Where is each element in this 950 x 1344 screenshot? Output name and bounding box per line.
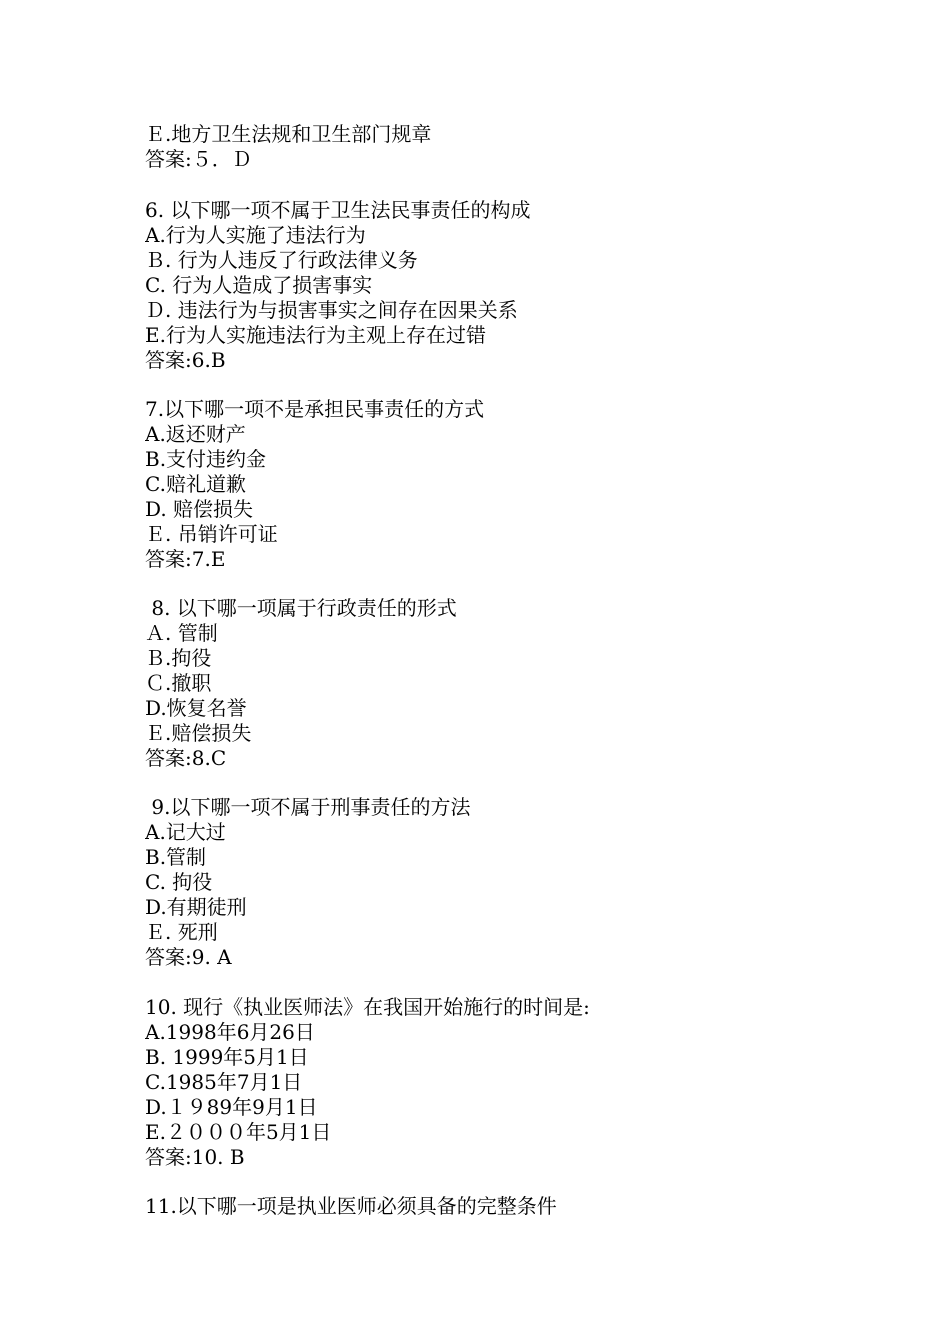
question-block — [145, 397, 905, 572]
text-line: Ｅ. 吊销许可证 — [145, 522, 278, 546]
text-line: 7.以下哪一项不是承担民事责任的方式 — [145, 397, 485, 421]
text-line: A.1998年6月26日 — [145, 1020, 315, 1044]
text-line: Ｅ. 死刑 — [145, 920, 218, 944]
question-block — [145, 596, 905, 771]
text-line: Ｅ.地方卫生法规和卫生部门规章 — [145, 122, 432, 146]
text-line: C. 拘役 — [145, 870, 213, 894]
question-block — [145, 795, 905, 970]
question-block — [145, 198, 905, 373]
text-line: 答案:10. B — [145, 1145, 245, 1169]
text-line: 8. 以下哪一项属于行政责任的形式 — [145, 596, 457, 620]
text-line: 答案:7.E — [145, 547, 226, 571]
text-line: E.２０００年5月1日 — [145, 1120, 332, 1144]
text-line: A.返还财产 — [145, 422, 246, 446]
text-line: B. 1999年5月1日 — [145, 1045, 309, 1069]
text-line: C.1985年7月1日 — [145, 1070, 303, 1094]
text-line: 答案:５．Ｄ — [145, 147, 252, 171]
text-line: B.支付违约金 — [145, 447, 267, 471]
text-line: Ｅ.赔偿损失 — [145, 721, 252, 745]
text-line: D. 赔偿损失 — [145, 497, 254, 521]
text-line: A.记大过 — [145, 820, 226, 844]
text-line: A.行为人实施了违法行为 — [145, 223, 366, 247]
text-line: Ｄ. 违法行为与损害事实之间存在因果关系 — [145, 298, 518, 322]
text-line: 11.以下哪一项是执业医师必须具备的完整条件 — [145, 1194, 557, 1218]
question-block — [145, 995, 905, 1170]
text-line: C.赔礼道歉 — [145, 472, 246, 496]
text-line: D.恢复名誉 — [145, 696, 247, 720]
text-line: B.管制 — [145, 845, 207, 869]
question-block — [145, 122, 905, 172]
text-line: D.有期徒刑 — [145, 895, 247, 919]
text-line: E.行为人实施违法行为主观上存在过错 — [145, 323, 486, 347]
text-line: D.１９89年9月1日 — [145, 1095, 318, 1119]
question-block — [145, 1194, 905, 1219]
text-line: 10. 现行《执业医师法》在我国开始施行的时间是: — [145, 995, 590, 1019]
text-line: 答案:6.B — [145, 348, 226, 372]
text-line: 答案:8.C — [145, 746, 227, 770]
text-line: 9.以下哪一项不属于刑事责任的方法 — [145, 795, 471, 819]
text-line: Ａ. 管制 — [145, 621, 218, 645]
text-line: C. 行为人造成了损害事实 — [145, 273, 373, 297]
text-line: Ｃ.撤职 — [145, 671, 212, 695]
text-line: Ｂ. 行为人违反了行政法律义务 — [145, 248, 418, 272]
text-line: 答案:9. A — [145, 945, 232, 969]
text-line: Ｂ.拘役 — [145, 646, 212, 670]
text-line: 6. 以下哪一项不属于卫生法民事责任的构成 — [145, 198, 531, 222]
